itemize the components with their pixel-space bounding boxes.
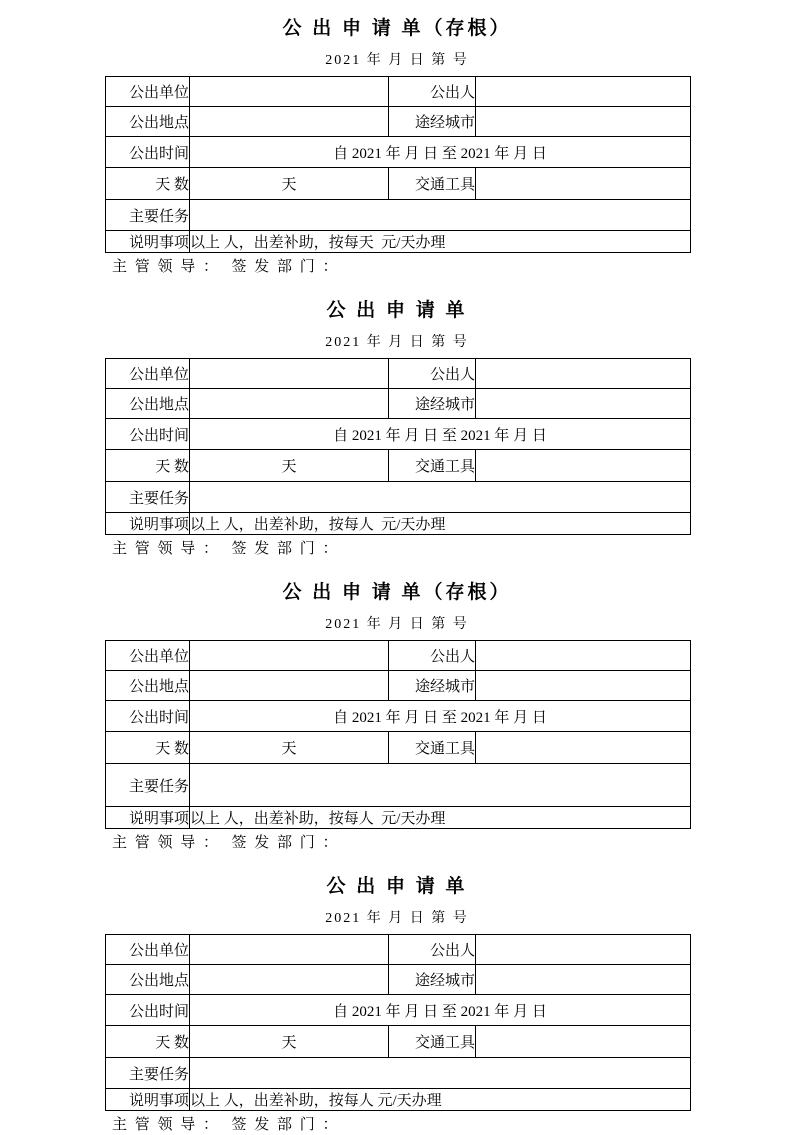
place-label-cell: 公出地点 (106, 965, 190, 995)
days-value-cell: 天 (190, 732, 389, 764)
note-label-cell: 说明事项 (106, 231, 190, 253)
unit-label-cell: 公出单位 (106, 935, 190, 965)
table-row (106, 107, 691, 137)
unit-value-cell[interactable] (190, 359, 389, 389)
signature-line: 主 管 领 导 ： 签 发 部 门 ： (112, 259, 340, 275)
place-label-cell: 公出地点 (106, 107, 190, 137)
task-value-cell[interactable] (190, 482, 691, 513)
time-label-cell: 公出时间 (106, 419, 190, 450)
days-value-cell: 天 (190, 1026, 389, 1058)
transport-label-cell: 交通工具 (389, 168, 476, 200)
person-value-cell[interactable] (476, 935, 691, 965)
person-value-cell[interactable] (476, 77, 691, 107)
form-title: 公 出 申 请 单 (326, 300, 468, 321)
time-value-cell: 自 2021 年 月 日 至 2021 年 月 日 (190, 419, 691, 450)
task-value-cell[interactable] (190, 200, 691, 231)
form-title: 公 出 申 请 单 (326, 876, 468, 897)
table-row (106, 732, 691, 764)
place-value-cell[interactable] (190, 107, 389, 137)
table-row (106, 995, 691, 1026)
unit-label-cell: 公出单位 (106, 77, 190, 107)
note-label-cell: 说明事项 (106, 807, 190, 829)
person-label-cell: 公出人 (389, 359, 476, 389)
person-label-cell: 公出人 (389, 77, 476, 107)
time-value-cell: 自 2021 年 月 日 至 2021 年 月 日 (190, 701, 691, 732)
table-row (106, 1058, 691, 1089)
table-row (106, 168, 691, 200)
via-label-cell: 途经城市 (389, 671, 476, 701)
task-label-cell: 主要任务 (106, 764, 190, 807)
table-row (106, 482, 691, 513)
form-table (105, 934, 691, 1111)
table-row (106, 641, 691, 671)
form-date-line: 2021 年 月 日 第 号 (325, 53, 469, 68)
table-row (106, 764, 691, 807)
table-row (106, 77, 691, 107)
signature-line: 主 管 领 导 ： 签 发 部 门 ： (112, 1117, 340, 1133)
table-row (106, 807, 691, 829)
trip-application-form-2 (0, 853, 794, 1135)
days-value-cell: 天 (190, 450, 389, 482)
table-row (106, 200, 691, 231)
place-value-cell[interactable] (190, 965, 389, 995)
via-value-cell[interactable] (476, 671, 691, 701)
unit-value-cell[interactable] (190, 641, 389, 671)
task-label-cell: 主要任务 (106, 200, 190, 231)
time-value-cell: 自 2021 年 月 日 至 2021 年 月 日 (190, 995, 691, 1026)
days-label-cell: 天 数 (106, 732, 190, 764)
note-label-cell: 说明事项 (106, 1089, 190, 1111)
via-value-cell[interactable] (476, 965, 691, 995)
place-label-cell: 公出地点 (106, 671, 190, 701)
note-value-cell: 以上 人，出差补助，按每人 元/天办理 (190, 807, 691, 829)
task-label-cell: 主要任务 (106, 482, 190, 513)
time-label-cell: 公出时间 (106, 995, 190, 1026)
note-value-cell: 以上 人，出差补助，按每人 元/天办理 (190, 1089, 691, 1111)
form-table (105, 358, 691, 535)
days-value-cell: 天 (190, 168, 389, 200)
time-label-cell: 公出时间 (106, 701, 190, 732)
trip-application-form-stub-2 (0, 559, 794, 853)
days-label-cell: 天 数 (106, 450, 190, 482)
person-label-cell: 公出人 (389, 935, 476, 965)
task-value-cell[interactable] (190, 764, 691, 807)
via-label-cell: 途经城市 (389, 389, 476, 419)
person-value-cell[interactable] (476, 359, 691, 389)
form-title: 公 出 申 请 单（存根） (282, 18, 512, 39)
form-table (105, 76, 691, 253)
table-row (106, 419, 691, 450)
form-date-line: 2021 年 月 日 第 号 (325, 335, 469, 350)
unit-value-cell[interactable] (190, 935, 389, 965)
task-value-cell[interactable] (190, 1058, 691, 1089)
form-date-line: 2021 年 月 日 第 号 (325, 911, 469, 926)
form-table (105, 640, 691, 829)
table-row (106, 359, 691, 389)
signature-line: 主 管 领 导 ： 签 发 部 门 ： (112, 541, 340, 557)
form-title: 公 出 申 请 单（存根） (282, 582, 512, 603)
unit-label-cell: 公出单位 (106, 641, 190, 671)
time-value-cell: 自 2021 年 月 日 至 2021 年 月 日 (190, 137, 691, 168)
place-label-cell: 公出地点 (106, 389, 190, 419)
table-row (106, 513, 691, 535)
unit-label-cell: 公出单位 (106, 359, 190, 389)
table-row (106, 935, 691, 965)
unit-value-cell[interactable] (190, 77, 389, 107)
trip-application-form-stub-1 (0, 0, 794, 277)
transport-value-cell[interactable] (476, 450, 691, 482)
via-label-cell: 途经城市 (389, 107, 476, 137)
note-value-cell: 以上 人，出差补助，按每天 元/天办理 (190, 231, 691, 253)
via-label-cell: 途经城市 (389, 965, 476, 995)
via-value-cell[interactable] (476, 389, 691, 419)
place-value-cell[interactable] (190, 389, 389, 419)
signature-line: 主 管 领 导 ： 签 发 部 门 ： (112, 835, 340, 851)
table-row (106, 231, 691, 253)
table-row (106, 671, 691, 701)
table-row (106, 389, 691, 419)
table-row (106, 450, 691, 482)
trip-application-form-1 (0, 277, 794, 559)
table-row (106, 1089, 691, 1111)
table-row (106, 701, 691, 732)
transport-value-cell[interactable] (476, 168, 691, 200)
transport-value-cell[interactable] (476, 1026, 691, 1058)
transport-value-cell[interactable] (476, 732, 691, 764)
note-value-cell: 以上 人，出差补助，按每人 元/天办理 (190, 513, 691, 535)
person-label-cell: 公出人 (389, 641, 476, 671)
transport-label-cell: 交通工具 (389, 732, 476, 764)
transport-label-cell: 交通工具 (389, 450, 476, 482)
days-label-cell: 天 数 (106, 1026, 190, 1058)
note-label-cell: 说明事项 (106, 513, 190, 535)
form-date-line: 2021 年 月 日 第 号 (325, 617, 469, 632)
days-label-cell: 天 数 (106, 168, 190, 200)
task-label-cell: 主要任务 (106, 1058, 190, 1089)
time-label-cell: 公出时间 (106, 137, 190, 168)
table-row (106, 965, 691, 995)
table-row (106, 137, 691, 168)
person-value-cell[interactable] (476, 641, 691, 671)
transport-label-cell: 交通工具 (389, 1026, 476, 1058)
table-row (106, 1026, 691, 1058)
place-value-cell[interactable] (190, 671, 389, 701)
via-value-cell[interactable] (476, 107, 691, 137)
